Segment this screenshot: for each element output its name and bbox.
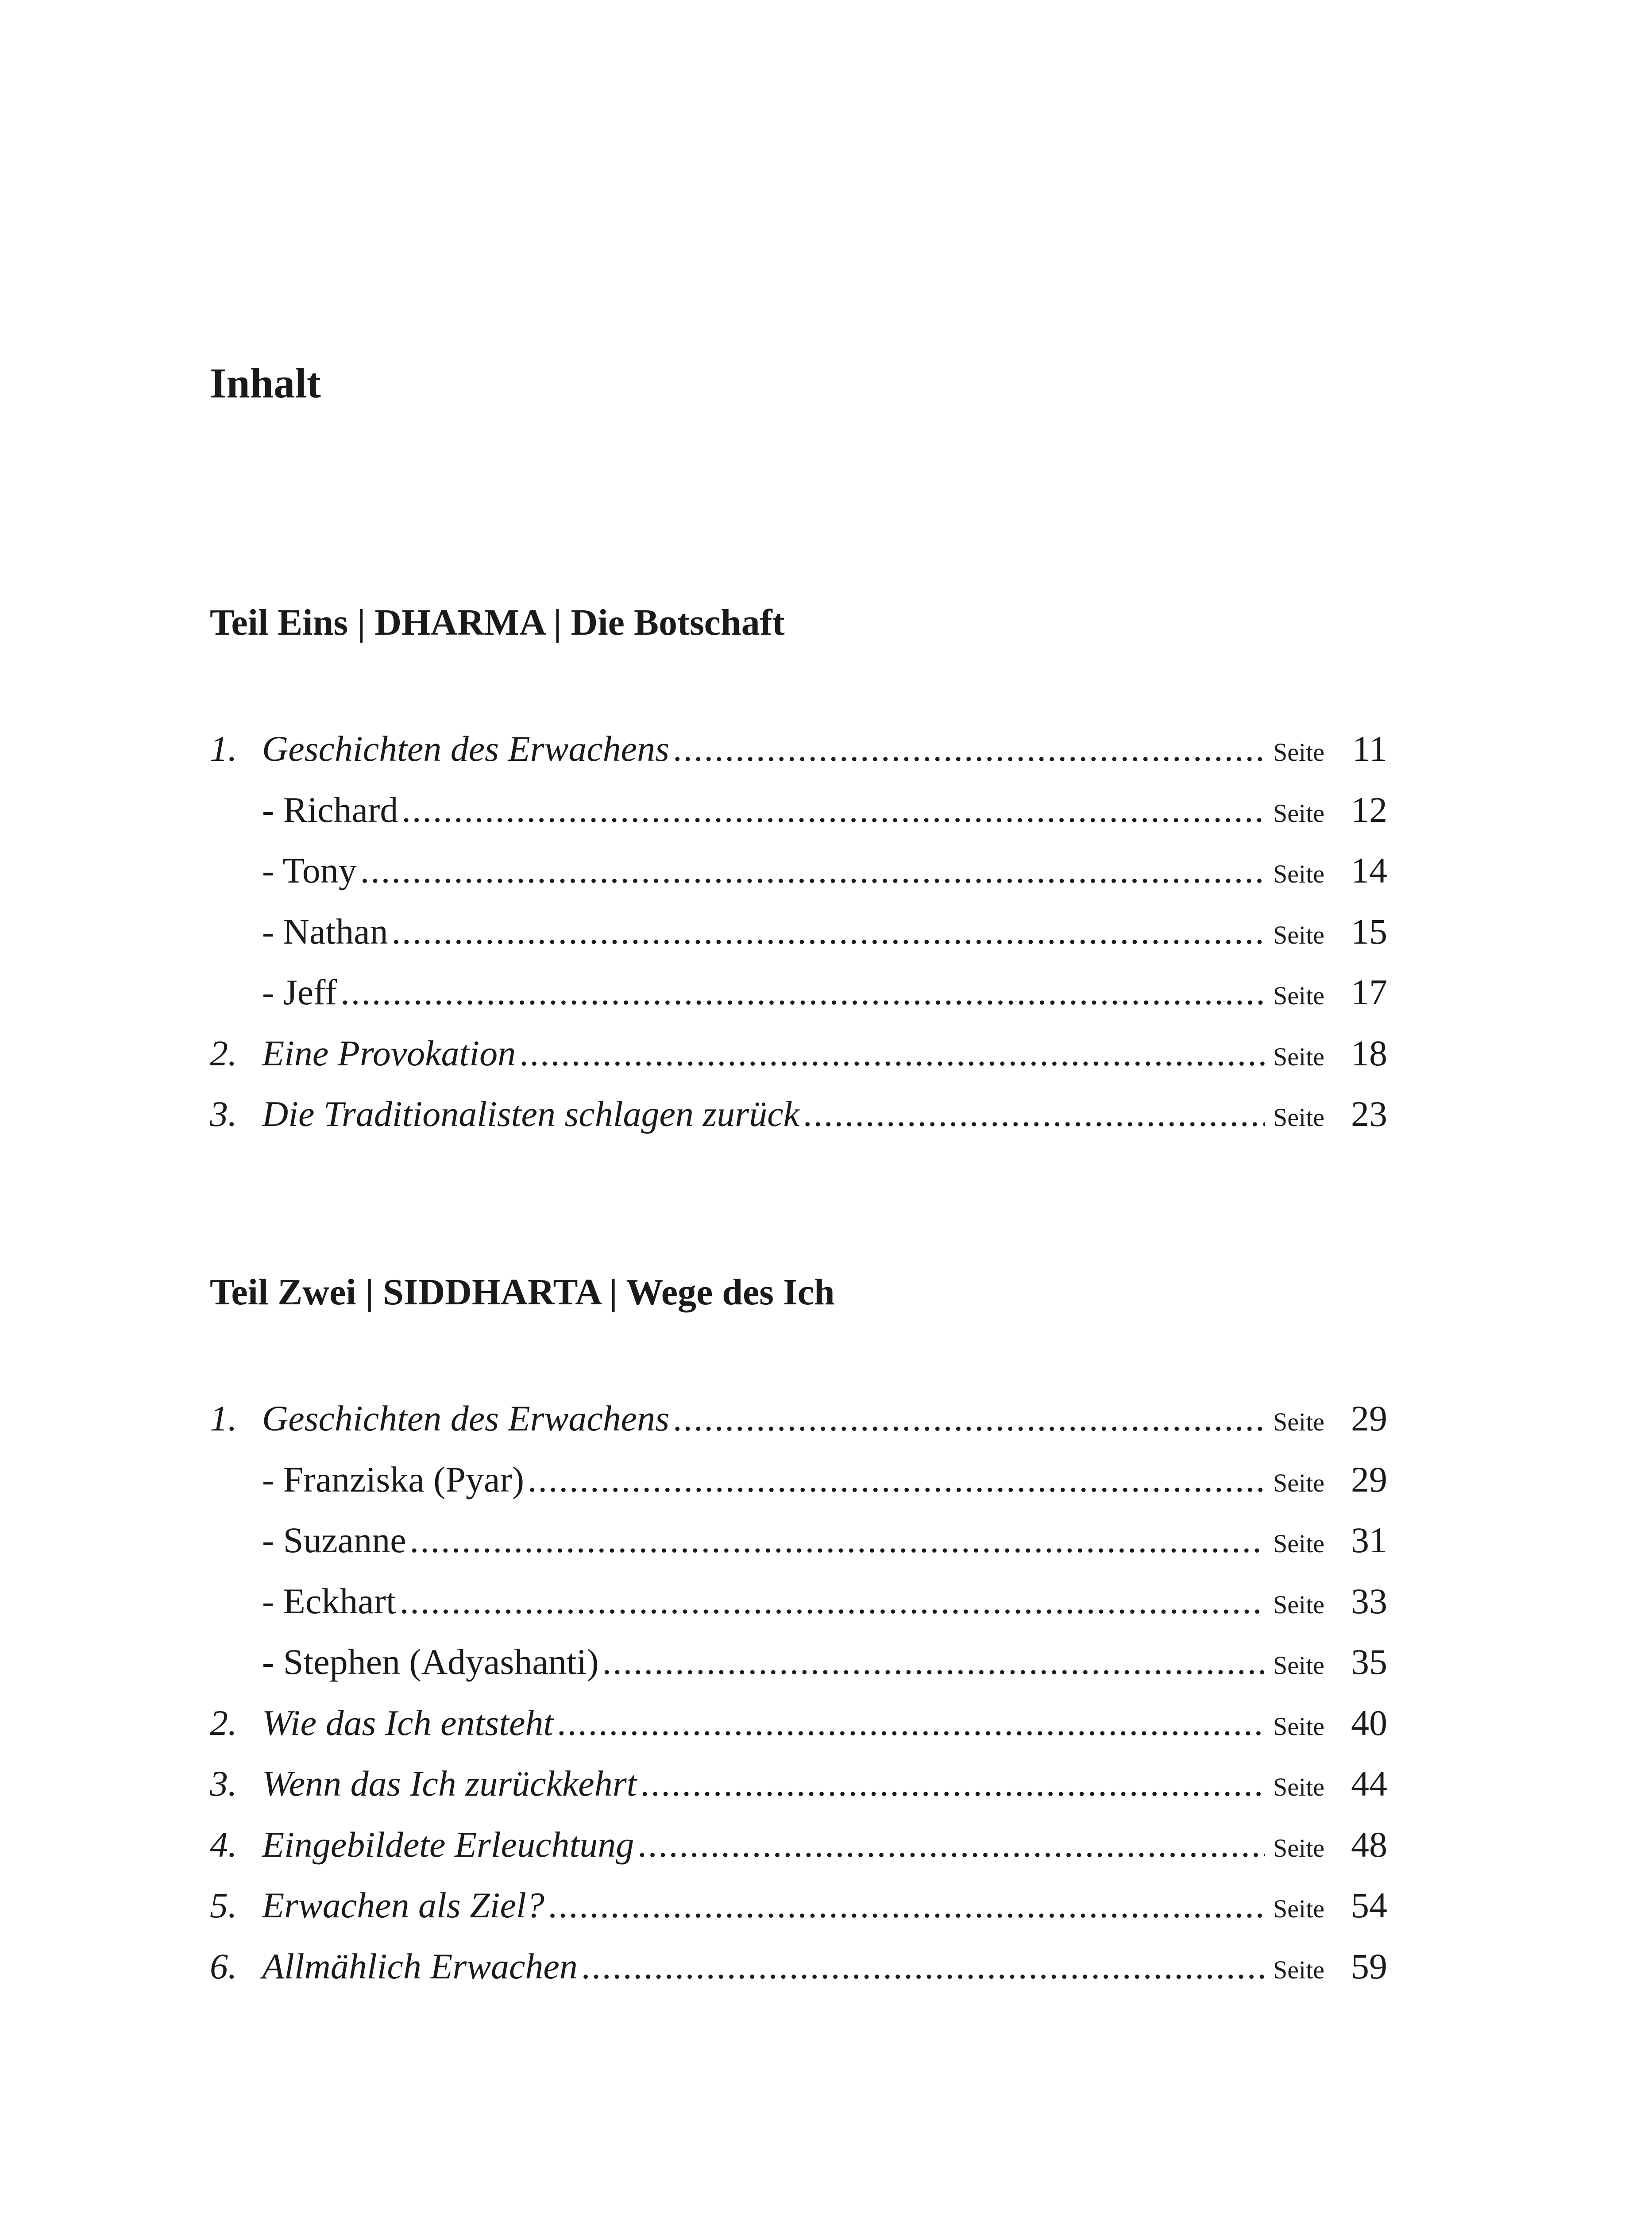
toc-chapter-entry[interactable] [210,1696,1387,1758]
dot-leader [673,1392,1265,1445]
seite-label: Seite [1273,1529,1324,1558]
toc-chapter-entry[interactable] [210,1087,1387,1149]
dot-leader [392,905,1265,958]
dot-leader [401,783,1265,837]
dot-leader [673,722,1265,775]
entry-title: Allmählich Erwachen [262,1946,578,1986]
entry-title: - Stephen (Adyashanti) [262,1642,599,1682]
entry-title: Erwachen als Ziel? [262,1885,544,1925]
entry-title: - Franziska (Pyar) [262,1459,525,1500]
page-number: 11 [1352,729,1387,769]
dot-leader [528,1453,1265,1506]
toc-sub-entry[interactable] [210,844,1387,905]
page-number: 18 [1351,1033,1387,1073]
entry-number: 6. [210,1946,237,1986]
page-number: 59 [1351,1946,1387,1986]
page-number: 15 [1351,911,1387,952]
dot-leader [637,1818,1265,1871]
seite-label: Seite [1273,1955,1324,1984]
page-number: 44 [1351,1763,1387,1804]
page-number: 29 [1351,1459,1387,1500]
entry-number: 2. [210,1702,237,1743]
seite-label: Seite [1273,1468,1324,1497]
page-number: 29 [1351,1398,1387,1438]
entry-title: - Jeff [262,972,337,1012]
dot-leader [360,844,1265,897]
toc-part-2 [210,1270,1387,1986]
entry-title: - Suzanne [262,1520,406,1560]
seite-label: Seite [1273,1103,1324,1132]
dot-leader [602,1635,1265,1689]
seite-label: Seite [1273,1773,1324,1801]
page-number: 35 [1351,1642,1387,1682]
page-number: 17 [1351,972,1387,1012]
entry-number: 1. [210,729,237,769]
dot-leader [410,1514,1265,1567]
page-number: 33 [1351,1581,1387,1621]
seite-label: Seite [1273,738,1324,767]
toc-sub-entry[interactable] [210,1514,1387,1575]
seite-label: Seite [1273,981,1324,1010]
toc-chapter-entry[interactable] [210,1392,1387,1453]
dot-leader [581,1940,1265,1993]
part-heading: Teil Eins | DHARMA | Die Botschaft [210,602,785,643]
seite-label: Seite [1273,920,1324,949]
seite-label: Seite [1273,860,1324,888]
entry-title: Geschichten des Erwachens [262,1398,669,1438]
page-number: 54 [1351,1885,1387,1925]
entry-title: Geschichten des Erwachens [262,729,669,769]
toc-chapter-entry[interactable] [210,1818,1387,1879]
entry-number: 3. [210,1094,237,1134]
dot-leader [557,1696,1265,1750]
entry-number: 4. [210,1824,237,1865]
dot-leader [400,1575,1265,1628]
toc-list [210,722,1387,1149]
entry-number: 3. [210,1763,237,1804]
toc-chapter-entry[interactable] [210,1757,1387,1818]
entry-title: Eingebildete Erleuchtung [262,1824,634,1865]
page-number: 40 [1351,1702,1387,1743]
seite-label: Seite [1273,1042,1324,1071]
dot-leader [340,966,1265,1019]
seite-label: Seite [1273,1833,1324,1862]
page-number: 48 [1351,1824,1387,1865]
toc-chapter-entry[interactable] [210,722,1387,783]
toc-chapter-entry[interactable] [210,1027,1387,1088]
entry-number: 2. [210,1033,237,1073]
toc-list [210,1392,1387,2001]
seite-label: Seite [1273,1651,1324,1680]
seite-label: Seite [1273,1407,1324,1436]
entry-title: - Eckhart [262,1581,396,1621]
page-number: 23 [1351,1094,1387,1134]
entry-title: Wenn das Ich zurückkehrt [262,1763,637,1804]
dot-leader [640,1757,1265,1810]
seite-label: Seite [1273,798,1324,828]
entry-number: 5. [210,1885,237,1925]
dot-leader [519,1027,1265,1080]
entry-title: - Richard [262,789,398,830]
dot-leader [548,1879,1265,1932]
dot-leader [803,1087,1265,1141]
toc-sub-entry[interactable] [210,1635,1387,1696]
entry-title: - Tony [262,850,357,891]
toc-part-1 [210,601,1387,1134]
entry-title: Die Traditionalisten schlagen zurück [262,1094,799,1134]
page-number: 14 [1351,850,1387,891]
toc-sub-entry[interactable] [210,966,1387,1027]
page-number: 12 [1351,789,1387,830]
toc-sub-entry[interactable] [210,1575,1387,1636]
seite-label: Seite [1273,1590,1324,1619]
toc-chapter-entry[interactable] [210,1879,1387,1940]
toc-sub-entry[interactable] [210,783,1387,844]
toc-sub-entry[interactable] [210,1453,1387,1514]
page-title: Inhalt [210,359,321,407]
page-number: 31 [1351,1520,1387,1560]
toc-sub-entry[interactable] [210,905,1387,966]
seite-label: Seite [1273,1712,1324,1741]
entry-number: 1. [210,1398,237,1438]
entry-title: - Nathan [262,911,388,952]
part-heading: Teil Zwei | SIDDHARTA | Wege des Ich [210,1272,835,1313]
entry-title: Wie das Ich entsteht [262,1702,554,1743]
seite-label: Seite [1273,1894,1324,1923]
toc-chapter-entry[interactable] [210,1940,1387,2001]
entry-title: Eine Provokation [262,1033,516,1073]
